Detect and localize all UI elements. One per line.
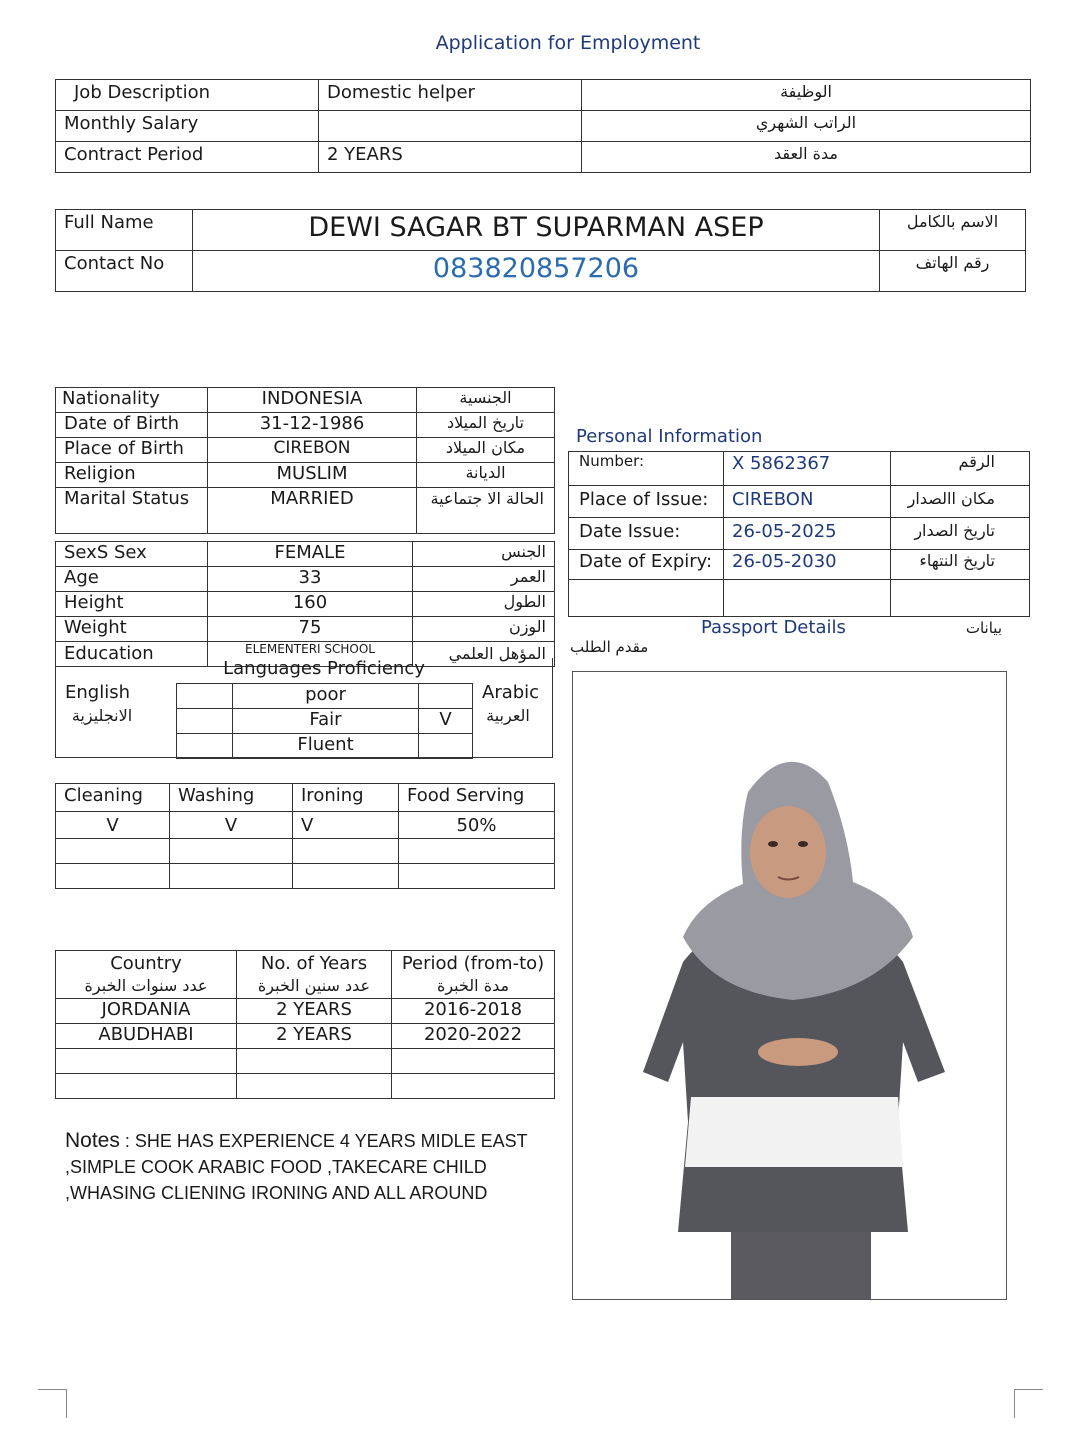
date-issue-ar: تاريخ الصدار [891,518,1030,550]
education-ar: المؤهل العلمي [413,642,555,667]
job-table [55,79,1031,173]
notes-label: Notes [65,1129,120,1152]
pob-ar: مكان الميلاد [417,438,555,463]
education-value: ELEMENTERI SCHOOL [208,642,413,667]
level-fluent: Fluent [233,734,419,759]
skill-food-serving-value: 50% [399,812,555,839]
skills-table [55,783,555,889]
notes-line-1: : SHE HAS EXPERIENCE 4 YEARS MIDLE EAST [119,1131,528,1151]
job-description-value: Domestic helper [319,80,582,111]
sex-value: FEMALE [208,542,413,567]
language-levels-table [176,683,473,759]
date-expiry-label: Date of Expiry: [569,550,724,580]
page-title: Application for Employment [435,32,701,54]
height-value: 160 [208,592,413,617]
level-fair: Fair [233,709,419,734]
dob-ar: تاريخ الميلاد [417,413,555,438]
religion-label: Religion [56,463,208,488]
skill-cleaning-value: V [56,812,170,839]
contract-period-ar: مدة العقد [582,142,1031,173]
arabic-fluent [419,734,473,759]
skill-header-ironing: Ironing [293,784,399,812]
sex-label: SexS Sex [56,542,208,567]
weight-ar: الوزن [413,617,555,642]
height-ar: الطول [413,592,555,617]
place-of-issue-ar: مكان االصدار [891,486,1030,518]
exp-header-years [237,951,392,999]
job-description-label: Job Description [56,80,319,111]
arabic-fair: V [419,709,473,734]
dob-label: Date of Birth [56,413,208,438]
pob-label: Place of Birth [56,438,208,463]
level-poor: poor [233,684,419,709]
english-fluent [177,734,233,759]
personal-info-heading: Personal Information [576,426,763,447]
english-ar: الانجليزية [71,706,133,725]
contract-period-value: 2 YEARS [319,142,582,173]
passport-table [568,451,1030,617]
applicant-photo [572,671,1007,1300]
exp-header-years-ar: عدد سنين الخبرة [257,976,371,995]
exp-header-country-en: Country [110,953,182,974]
place-of-issue-label: Place of Issue: [569,486,724,518]
arabic-poor [419,684,473,709]
skill-header-washing: Washing [170,784,293,812]
education-label: Education [56,642,208,667]
english-poor [177,684,233,709]
experience-table [55,950,555,1099]
exp-header-period [392,951,555,999]
place-of-issue-value: CIREBON [724,486,891,518]
contract-period-label: Contract Period [56,142,319,173]
passport-number-value: X 5862367 [724,452,891,486]
passport-number-ar: الرقم [891,452,1030,486]
table-row: ABUDHABI [56,1024,237,1049]
arabic-ar: العربية [486,706,530,725]
table-row: 2020-2022 [392,1024,555,1049]
identity-table [55,209,1026,292]
weight-value: 75 [208,617,413,642]
contact-ar: رقم الهاتف [880,251,1026,292]
marital-value: MARRIED [208,488,417,534]
dob-value: 31-12-1986 [208,413,417,438]
skill-header-cleaning: Cleaning [56,784,170,812]
passport-details-heading: Passport Details [701,617,846,638]
personal-table-1 [55,387,555,534]
languages-title: Languages Proficiency [223,658,425,679]
date-issue-label: Date Issue: [569,518,724,550]
notes-line-3: ,WHASING CLIENING IRONING AND ALL AROUND [65,1183,488,1203]
skill-washing-value: V [170,812,293,839]
passport-details-ar: بيانات [965,619,1002,637]
skill-ironing-value: V [293,812,399,839]
notes [65,1128,528,1206]
page-corner-right [1014,1389,1043,1418]
full-name-label: Full Name [56,210,193,251]
age-ar: العمر [413,567,555,592]
english-fair [177,709,233,734]
applicant-ar: مقدم الطلب [570,638,649,656]
exp-header-period-ar: مدة الخبرة [436,976,510,995]
table-row: 2 YEARS [237,999,392,1024]
english-label: English [65,682,130,703]
date-issue-value: 26-05-2025 [724,518,891,550]
marital-ar: الحالة الا جتماعية [417,488,555,534]
exp-header-country [56,951,237,999]
sex-ar: الجنس [413,542,555,567]
religion-value: MUSLIM [208,463,417,488]
age-label: Age [56,567,208,592]
personal-table-2 [55,541,555,667]
applicant-photo-figure [573,672,1007,1300]
age-value: 33 [208,567,413,592]
exp-header-years-en: No. of Years [260,953,368,974]
nationality-ar: الجنسية [417,388,555,413]
monthly-salary-label: Monthly Salary [56,111,319,142]
weight-label: Weight [56,617,208,642]
pob-value: CIREBON [208,438,417,463]
job-description-ar: الوظيفة [582,80,1031,111]
date-expiry-ar: تاريخ النتهاء [891,550,1030,580]
full-name-value: DEWI SAGAR BT SUPARMAN ASEP [193,210,880,251]
exp-header-country-ar: عدد سنوات الخبرة [84,976,208,995]
table-row: 2 YEARS [237,1024,392,1049]
table-row: 2016-2018 [392,999,555,1024]
passport-number-label: Number: [569,452,724,486]
nationality-label: Nationality [56,388,208,413]
religion-ar: الديانة [417,463,555,488]
exp-header-period-en: Period (from-to) [401,953,545,974]
monthly-salary-ar: الراتب الشهري [582,111,1031,142]
skill-header-food-serving: Food Serving [399,784,555,812]
height-label: Height [56,592,208,617]
notes-line-2: ,SIMPLE COOK ARABIC FOOD ,TAKECARE CHILD [65,1157,487,1177]
full-name-ar: الاسم بالكامل [880,210,1026,251]
contact-label: Contact No [56,251,193,292]
nationality-value: INDONESIA [208,388,417,413]
table-row: JORDANIA [56,999,237,1024]
contact-value: 083820857206 [193,251,880,292]
date-expiry-value: 26-05-2030 [724,550,891,580]
page-corner-left [38,1389,67,1418]
marital-label: Marital Status [56,488,208,534]
monthly-salary-value [319,111,582,142]
arabic-label: Arabic [482,682,540,703]
